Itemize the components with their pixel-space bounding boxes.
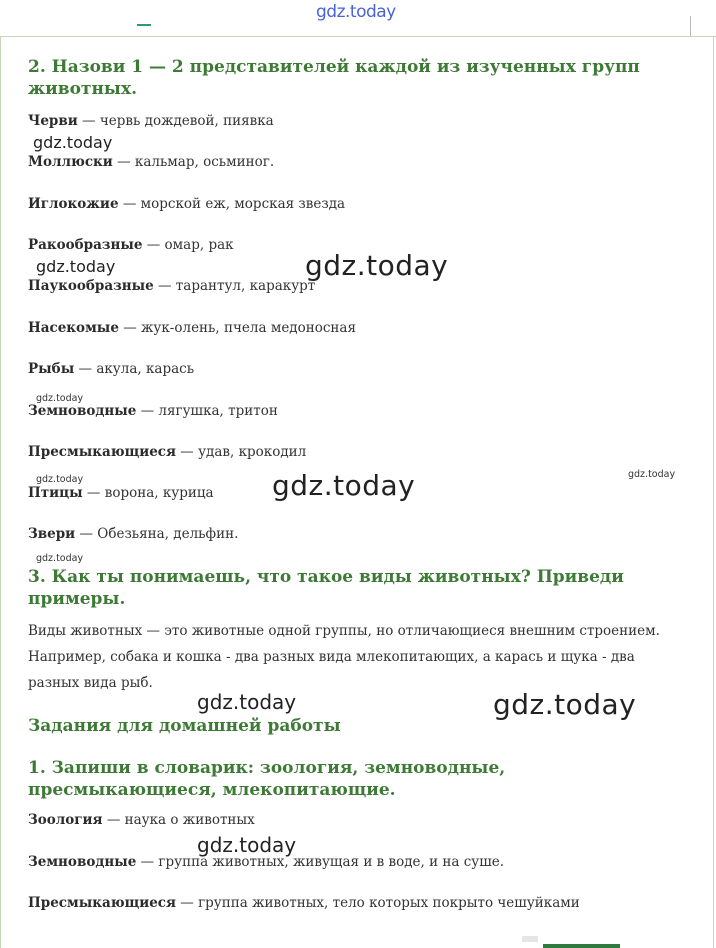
list-item [28, 195, 345, 213]
watermark: gdz.today [197, 690, 297, 714]
watermark: gdz.today [33, 133, 113, 152]
watermark: gdz.today [493, 688, 637, 721]
homework-heading: Задания для домашней работы [28, 716, 341, 736]
watermark: gdz.today [305, 249, 449, 282]
watermark: gdz.today [36, 257, 116, 276]
list-item [28, 811, 255, 829]
frame-right [713, 36, 714, 948]
definition: — группа животных, тело которых покрыто чешуйками [176, 895, 580, 911]
definition: — акула, карась [74, 361, 195, 377]
definition: — группа животных, живущая и в воде, и на суше. [136, 854, 505, 870]
watermark: gdz.today [36, 553, 84, 564]
term: Паукообразные [28, 278, 154, 294]
watermark: gdz.today [272, 469, 416, 502]
site-logo[interactable]: gdz.today [316, 2, 396, 22]
section2-title: 2. Назови 1 — 2 представителей каждой из изученных групп животных. [28, 57, 640, 99]
watermark: gdz.today [36, 474, 84, 485]
top-accent-mark [137, 24, 151, 26]
definition: — ворона, курица [82, 485, 214, 501]
term: Черви [28, 113, 78, 129]
definition: — Обезьяна, дельфин. [75, 526, 239, 542]
section3-title: 3. Как ты понимаешь, что такое виды животных? Приведи примеры. [28, 567, 624, 609]
definition: — тарантул, каракурт [153, 278, 316, 294]
list-item [28, 153, 274, 171]
frame-left [0, 36, 1, 948]
definition: — кальмар, осьминог. [112, 154, 275, 170]
bottom-accent-bar [543, 944, 620, 948]
definition: — морской еж, морская звезда [118, 196, 346, 212]
definition: — червь дождевой, пиявка [77, 113, 274, 129]
section3-text: Виды животных — это животные одной группы, но отличающиеся внешним строением. Например, собака и кошка - два разных вида млекопитающих, а карась и щука - два разных вида рыб. [28, 623, 660, 691]
definition: — лягушка, тритон [136, 403, 278, 419]
definition: — удав, крокодил [176, 444, 307, 460]
list-item [28, 112, 274, 130]
bottom-decoration [522, 936, 538, 942]
term: Звери [28, 526, 76, 542]
task1-title: 1. Запиши в словарик: зоология, земноводные, пресмыкающиеся, млекопитающие. [28, 758, 506, 800]
list-item [28, 525, 238, 543]
term: Земноводные [28, 403, 137, 419]
term: Моллюски [28, 154, 113, 170]
term: Пресмыкающиеся [28, 895, 176, 911]
term: Птицы [28, 485, 83, 501]
term: Рыбы [28, 361, 75, 377]
definition: — омар, рак [142, 237, 234, 253]
list-item [28, 443, 306, 461]
watermark: gdz.today [36, 393, 84, 404]
term: Зоология [28, 812, 103, 828]
list-item [28, 360, 194, 378]
list-item [28, 277, 315, 295]
term: Иглокожие [28, 196, 119, 212]
frame-top [0, 36, 716, 37]
list-item [28, 236, 234, 254]
top-divider [690, 16, 691, 36]
definition: — наука о животных [102, 812, 255, 828]
watermark: gdz.today [628, 469, 676, 480]
list-item [28, 894, 580, 912]
watermark: gdz.today [197, 833, 297, 857]
term: Насекомые [28, 320, 119, 336]
list-item [28, 402, 278, 420]
top-bar [0, 0, 716, 36]
list-item [28, 484, 214, 502]
term: Пресмыкающиеся [28, 444, 176, 460]
definition: — жук-олень, пчела медоносная [118, 320, 356, 336]
list-item [28, 319, 356, 337]
term: Ракообразные [28, 237, 143, 253]
term: Земноводные [28, 854, 137, 870]
